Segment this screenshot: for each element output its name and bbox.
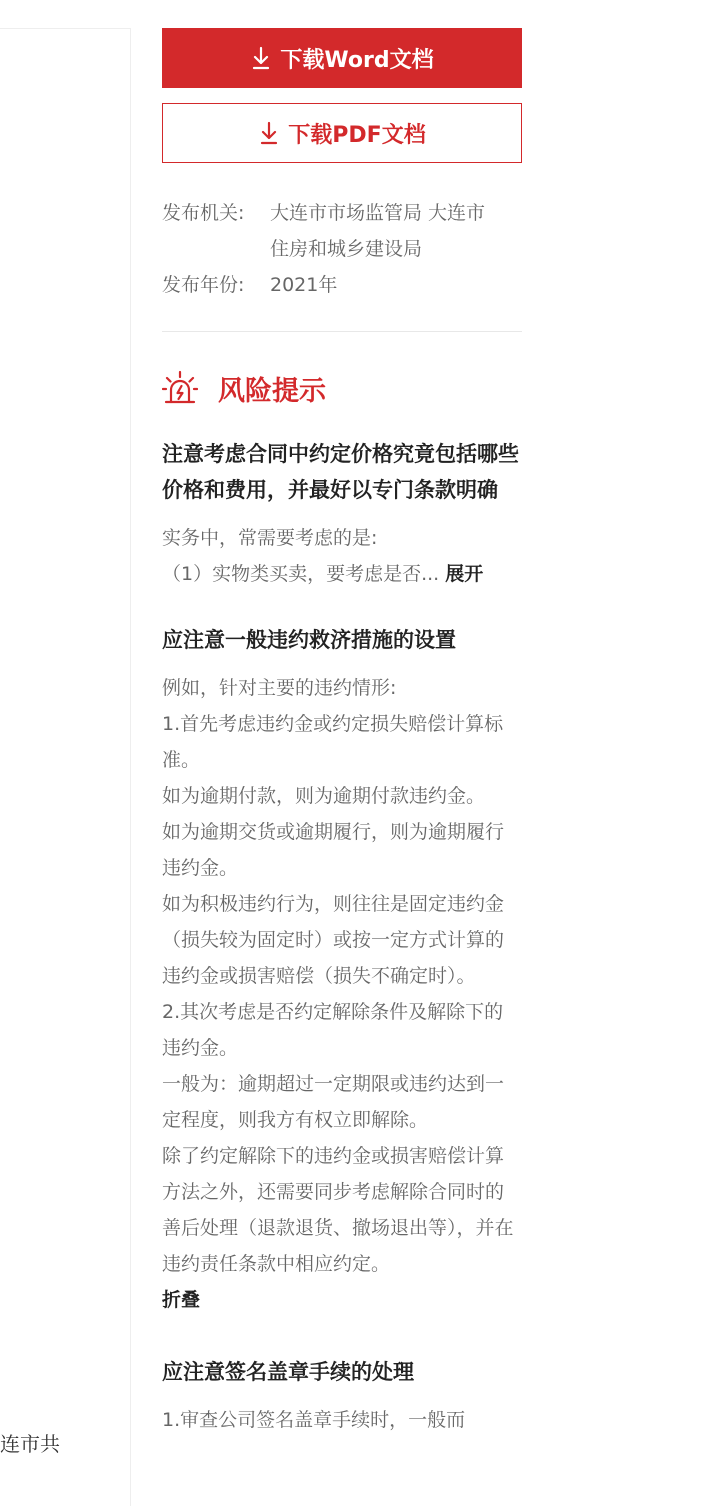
issuer-value [270, 195, 522, 267]
download-word-button[interactable] [162, 28, 522, 88]
issuer-label: 发布机关: [162, 202, 245, 224]
risk-tip-body [162, 520, 522, 592]
risk-tip-title: 应注意一般违约救济措施的设置 [162, 628, 456, 652]
risk-tip-title: 应注意签名盖章手续的处理 [162, 1360, 414, 1384]
risk-tip-line: 1.首先考虑违约金或约定损失赔偿计算标准。 [162, 713, 504, 771]
download-pdf-label: 下载PDF文档 [288, 122, 426, 148]
risk-tip-line [162, 556, 522, 592]
download-word-label: 下载Word文档 [280, 47, 434, 73]
alarm-light-icon [162, 369, 198, 407]
risk-tip-line: 一般为：逾期超过一定期限或违约达到一定程度，则我方有权立即解除。 [162, 1073, 505, 1131]
risk-title-text: 风险提示 [218, 375, 326, 407]
risk-tip-line: 例如，针对主要的违约情形: [162, 677, 397, 699]
risk-tip-line-text: （1）实物类买卖，要考虑是否... [162, 563, 440, 585]
issuer-value-line: 大连市市场监管局 大连市 [270, 202, 486, 224]
risk-tip-title: 注意考虑合同中约定价格究竟包括哪些价格和费用，并最好以专门条款明确 [162, 442, 519, 502]
risk-tip-line: 1.审查公司签名盖章手续时，一般而 [162, 1409, 466, 1431]
download-pdf-button[interactable] [162, 103, 522, 163]
year-label: 发布年份: [162, 274, 245, 296]
risk-tip [162, 436, 522, 592]
risk-tip-line: 除了约定解除下的违约金或损害赔偿计算方法之外，还需要同步考虑解除合同时的善后处理（退款退货、撤场退出等），并在违约责任条款中相应约定。 [162, 1145, 514, 1275]
risk-tip [162, 622, 522, 1318]
risk-tip-line: 如为逾期交货或逾期履行，则为逾期履行违约金。 [162, 821, 505, 879]
issuer-row [162, 195, 522, 267]
year-row [162, 267, 522, 303]
download-arrow-icon [250, 45, 272, 71]
risk-tip-line: 实务中，常需要考虑的是: [162, 527, 378, 549]
left-panel [0, 28, 131, 1506]
collapse-toggle[interactable]: 折叠 [162, 1289, 201, 1311]
risk-tip-line: 2.其次考虑是否约定解除条件及解除下的违约金。 [162, 1001, 504, 1059]
divider [162, 331, 522, 332]
risk-tip-body [162, 1402, 522, 1438]
document-meta [162, 195, 522, 303]
risk-tip-line: 如为逾期付款，则为逾期付款违约金。 [162, 785, 486, 807]
risk-tip-body [162, 670, 522, 1318]
risk-tip [162, 1354, 522, 1438]
left-panel-text-fragment[interactable]: 连市共 [0, 1432, 60, 1456]
risk-section-title [162, 366, 522, 410]
expand-toggle[interactable]: 展开 [445, 563, 484, 585]
year-value: 2021年 [270, 274, 338, 296]
risk-tip-line: 如为积极违约行为，则往往是固定违约金（损失较为固定时）或按一定方式计算的违约金或损害赔偿（损失不确定时）。 [162, 893, 505, 987]
issuer-value-line: 住房和城乡建设局 [270, 238, 423, 260]
download-arrow-icon [258, 120, 280, 146]
document-sidebar [162, 28, 522, 1438]
